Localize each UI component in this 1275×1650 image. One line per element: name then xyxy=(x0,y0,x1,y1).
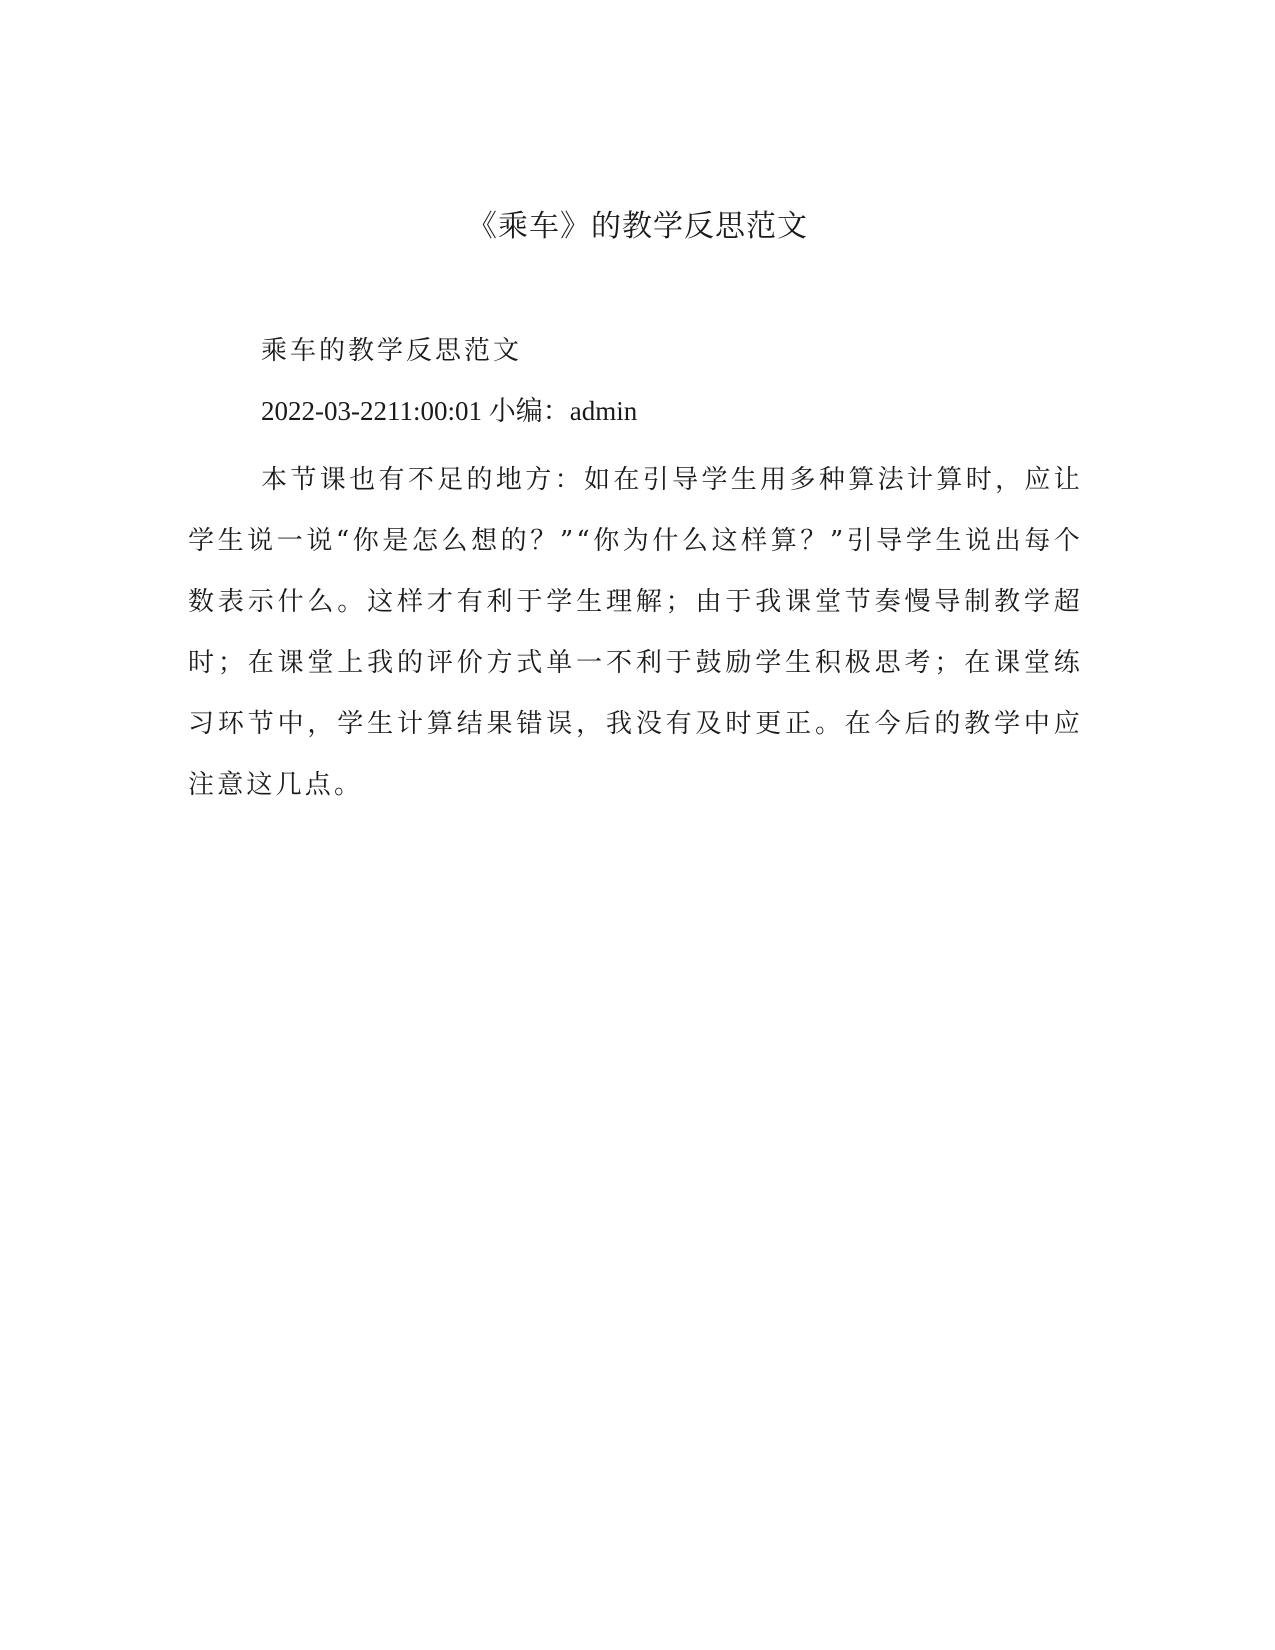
publish-meta: 2022-03-2211:00:01 小编：admin xyxy=(261,396,638,426)
body-paragraph: 本节课也有不足的地方：如在引导学生用多种算法计算时，应让学生说一说“你是怎么想的？”“你为什么这样算？”引导学生说出每个数表示什么。这样才有利于学生理解；由于我课堂节奏慢导制教学超时；在课堂上我的评价方式单一不利于鼓励学生积极思考；在课堂练习环节中，学生计算结果错误，我没有及时更正。在今后的教学中应注意这几点。 xyxy=(188,465,1083,800)
document-body xyxy=(188,330,1083,816)
document-title: 《乘车》的教学反思范文 xyxy=(467,209,808,244)
document-subtitle: 乘车的教学反思范文 xyxy=(261,336,523,366)
